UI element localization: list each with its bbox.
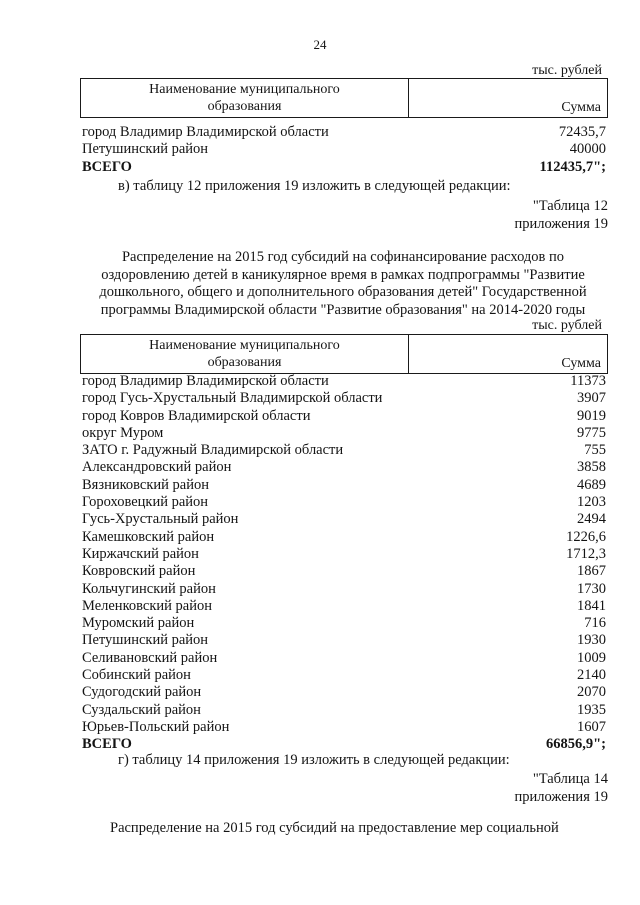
table2-total-row: ВСЕГО 66856,9"; [82,736,606,753]
table-12-title: Распределение на 2015 год субсидий на софинансирование расходов по оздоровлению детей в каникулярное время в рамках подпрограммы "Развитие дошкольного, общего и дополнительного образования детей" Государственной программы Владимирской области "Развитие образования" на 2014-2020 годы [99,249,587,318]
instruction-g: г) таблицу 14 приложения 19 изложить в следующей редакции: [118,752,510,768]
table-row: Петушинский район 40000 [82,141,606,158]
table1-total-row: ВСЕГО 112435,7"; [82,158,606,175]
table-row: Юрьев-Польский район 1607 [82,718,606,735]
unit-label-2: тыс. рублей [532,318,602,333]
table-row: Петушинский район 1930 [82,632,606,649]
table-row: город Ковров Владимирской области 9019 [82,407,606,424]
table-row: Муромский район 716 [82,615,606,632]
table-row: Кольчугинский район 1730 [82,580,606,597]
table-row: Суздальский район 1935 [82,701,606,718]
unit-label-1: тыс. рублей [532,63,602,78]
table-row: город Владимир Владимирской области 11373 [82,373,606,389]
table2-header [80,334,608,374]
table-row: город Владимир Владимирской области 72435,7 [82,124,606,140]
table-row: Селивановский район 1009 [82,649,606,666]
table-row: округ Муром 9775 [82,424,606,441]
page-number: 24 [313,37,327,52]
table1-header [80,78,608,118]
table2-header-sum: Сумма [561,356,601,371]
table-row: Вязниковский район 4689 [82,476,606,493]
table-row: город Гусь-Хрустальный Владимирской области 3907 [82,390,606,407]
table-14-title: Распределение на 2015 год субсидий на предоставление мер социальной [110,820,559,836]
table-row: Киржачский район 1712,3 [82,545,606,562]
table-row: Собинский район 2140 [82,667,606,684]
table-row: Судогодский район 2070 [82,684,606,701]
table1-body [82,124,606,176]
table1-header-name: Наименование муниципального образования [81,79,409,117]
table-row: Камешковский район 1226,6 [82,528,606,545]
instruction-v: в) таблицу 12 приложения 19 изложить в следующей редакции: [118,178,511,194]
table-row: Меленковский район 1841 [82,597,606,614]
table-row: ЗАТО г. Радужный Владимирской области 755 [82,442,606,459]
table2-header-name: Наименование муниципального образования [81,335,409,373]
table-row: Гусь-Хрустальный район 2494 [82,511,606,528]
table-row: Гороховецкий район 1203 [82,494,606,511]
table-14-reference: "Таблица 14 приложения 19 [514,771,608,805]
table1-header-sum: Сумма [561,100,601,115]
table-row: Ковровский район 1867 [82,563,606,580]
table-12-reference: "Таблица 12 приложения 19 [514,198,608,232]
table-row: Александровский район 3858 [82,459,606,476]
table2-body [82,373,606,754]
